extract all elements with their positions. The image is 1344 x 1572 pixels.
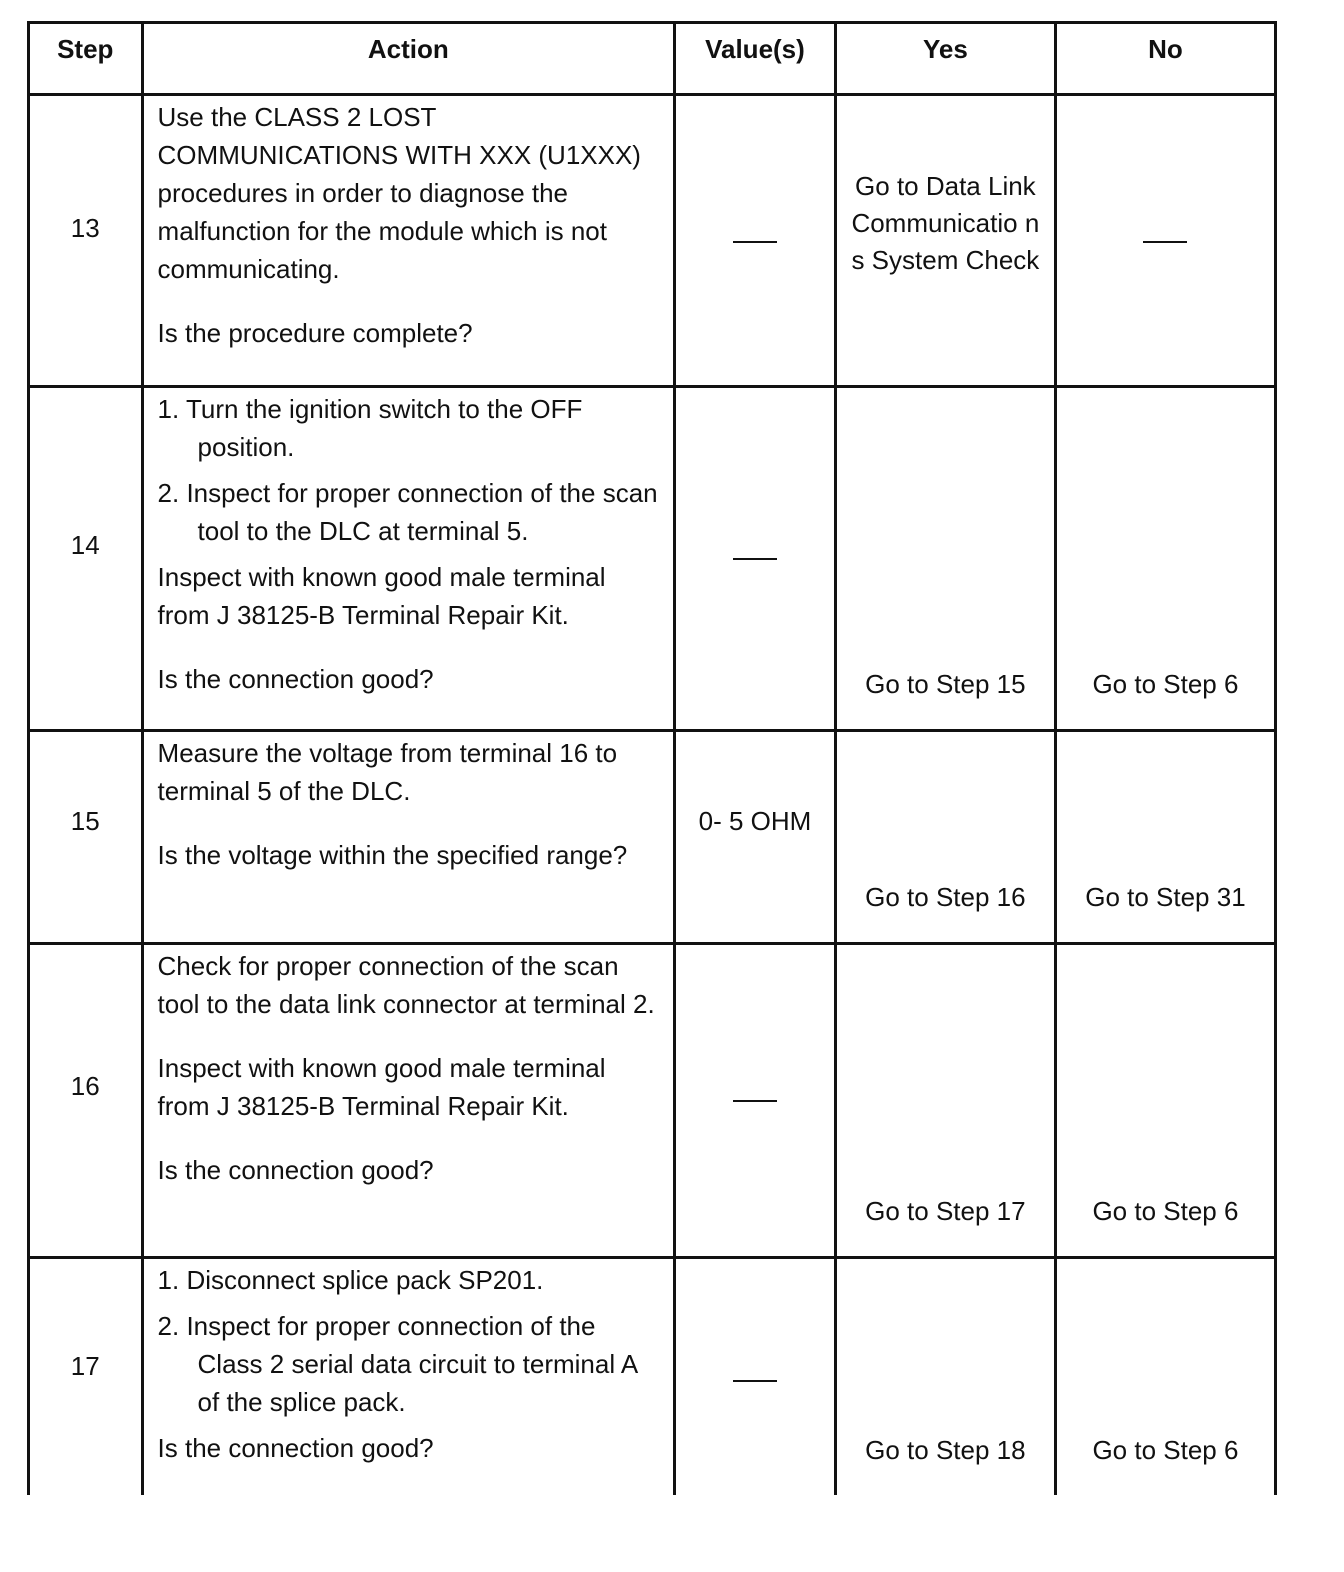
action-question: Is the voltage within the specified range?	[157, 840, 628, 870]
action-step-item: 1. Disconnect splice pack SP201.	[157, 1265, 544, 1295]
no-link[interactable]: Go to Step 6	[1092, 1435, 1239, 1465]
no-cell	[1055, 95, 1275, 387]
no-link[interactable]: Go to Step 6	[1092, 669, 1239, 699]
table-row	[29, 731, 1276, 944]
action-note: Inspect with known good male terminal from J 38125-B Terminal Repair Kit.	[157, 1053, 606, 1121]
action-question: Is the procedure complete?	[157, 318, 473, 348]
diagnostic-table	[27, 21, 1277, 1495]
header-no: No	[1055, 23, 1275, 95]
action-note: Inspect with known good male terminal from J 38125-B Terminal Repair Kit.	[157, 562, 606, 630]
value-cell	[675, 944, 836, 1258]
empty-value-dash	[733, 558, 777, 560]
header-action: Action	[142, 23, 675, 95]
yes-cell	[835, 387, 1055, 731]
action-step-item: 2. Inspect for proper connection of the Class 2 serial data circuit to terminal A of the splice pack.	[157, 1311, 637, 1417]
step-number: 14	[29, 387, 143, 731]
action-cell	[142, 944, 675, 1258]
yes-link[interactable]: Go to Step 15	[865, 669, 1026, 699]
no-link[interactable]: Go to Step 6	[1092, 1196, 1239, 1226]
action-question: Is the connection good?	[157, 1155, 434, 1185]
no-cell	[1055, 1258, 1275, 1495]
action-cell	[142, 95, 675, 387]
action-text: Use the CLASS 2 LOST COMMUNICATIONS WITH XXX (U1XXX) procedures in order to diagnose the malfunction for the module which is not communicating.	[157, 102, 641, 284]
action-question: Is the connection good?	[157, 664, 434, 694]
no-cell	[1055, 944, 1275, 1258]
header-row	[29, 23, 1276, 95]
yes-cell	[835, 95, 1055, 387]
action-cell	[142, 387, 675, 731]
table-row	[29, 387, 1276, 731]
no-link[interactable]: Go to Step 31	[1085, 882, 1246, 912]
value-cell	[675, 95, 836, 387]
action-step-item: 2. Inspect for proper connection of the scan tool to the DLC at terminal 5.	[157, 478, 658, 546]
action-text: Measure the voltage from terminal 16 to terminal 5 of the DLC.	[157, 738, 618, 806]
yes-link[interactable]: Go to Step 17	[865, 1196, 1026, 1226]
step-number: 17	[29, 1258, 143, 1495]
value-cell	[675, 1258, 836, 1495]
step-number: 16	[29, 944, 143, 1258]
no-cell	[1055, 731, 1275, 944]
empty-value-dash	[733, 1380, 777, 1382]
action-cell	[142, 1258, 675, 1495]
table-row	[29, 944, 1276, 1258]
value-cell	[675, 387, 836, 731]
step-number: 13	[29, 95, 143, 387]
yes-link[interactable]: Go to Data Link Communicatio ns System Check	[851, 171, 1040, 275]
empty-value-dash	[733, 241, 777, 243]
yes-link[interactable]: Go to Step 16	[865, 882, 1026, 912]
empty-value-dash	[733, 1100, 777, 1102]
action-step-item: 1. Turn the ignition switch to the OFF position.	[157, 394, 583, 462]
yes-link[interactable]: Go to Step 18	[865, 1435, 1026, 1465]
table-row	[29, 1258, 1276, 1495]
action-question: Is the connection good?	[157, 1433, 434, 1463]
action-text: Check for proper connection of the scan tool to the data link connector at terminal 2.	[157, 951, 655, 1019]
yes-cell	[835, 1258, 1055, 1495]
empty-value-dash	[1143, 241, 1187, 243]
header-step: Step	[29, 23, 143, 95]
step-number: 15	[29, 731, 143, 944]
action-cell	[142, 731, 675, 944]
yes-cell	[835, 944, 1055, 1258]
header-yes: Yes	[835, 23, 1055, 95]
no-cell	[1055, 387, 1275, 731]
header-values: Value(s)	[675, 23, 836, 95]
yes-cell	[835, 731, 1055, 944]
table-row	[29, 95, 1276, 387]
value-cell: 0- 5 OHM	[675, 731, 836, 944]
